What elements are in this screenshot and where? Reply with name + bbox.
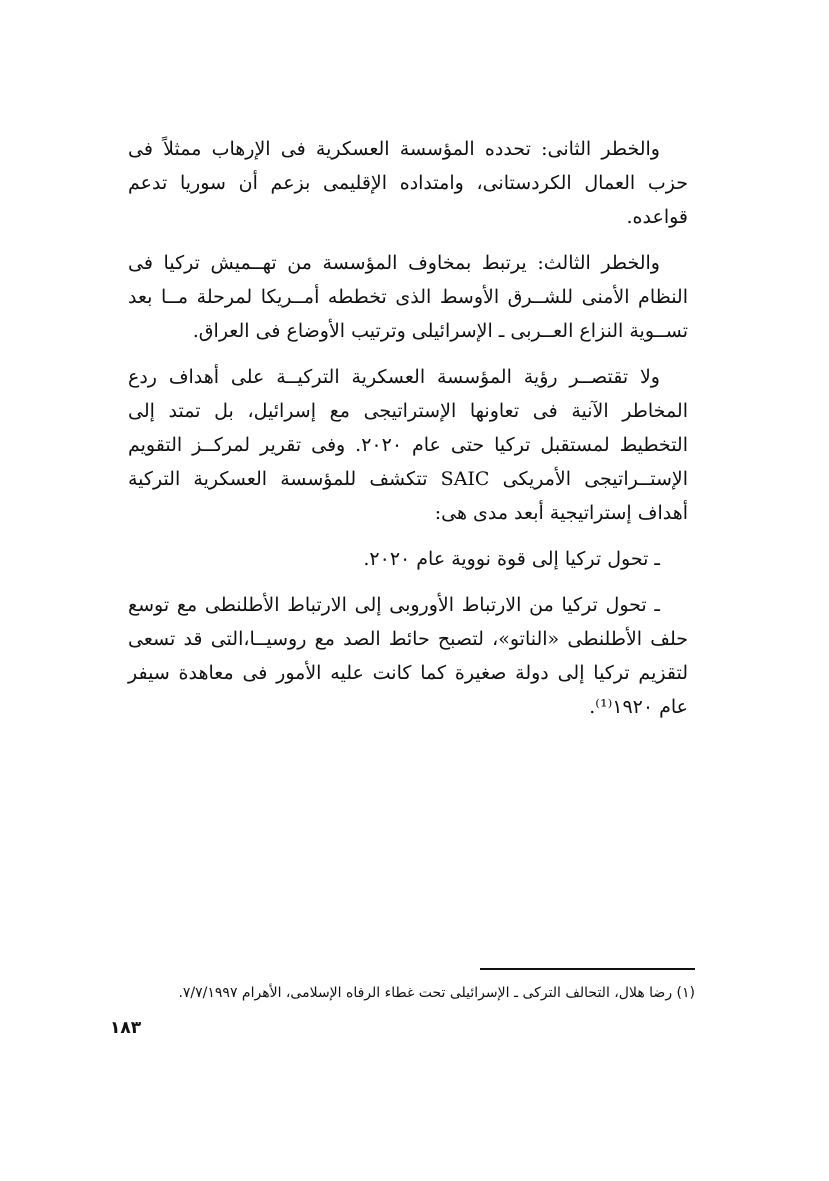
paragraph-strategic-vision: ولا تقتصــر رؤية المؤسسة العسكرية التركيــة على أهداف ردع المخاطر الآنية فى تعاونها الإستراتيجى مع إسرائيل، بل تمتد إلى التخطيط لمستقبل تركيا حتى عام ٢٠٢٠. وفى تقرير لمركــز التقويم الإستــراتيجى الأمريكى SAIC تتكشف للمؤسسة العسكرية التركية أهداف إستراتيجية أبعد مدى هى: <box>128 366 689 524</box>
paragraph-second-threat: والخطر الثانى: تحدده المؤسسة العسكرية فى الإرهاب ممثلاً فى حزب العمال الكردستانى، وامتداده الإقليمى بزعم أن سوريا تدعم قواعده. <box>128 138 688 228</box>
footnote: (١) رضا هلال، التحالف التركى ـ الإسرائيلى تحت غطاء الرفاه الإسلامى، الأهرام ٧/٧/١٩٩٧. <box>178 985 695 1001</box>
footnote-separator <box>480 968 695 970</box>
bullet-atlantic-shift: ـ تحول تركيا من الارتباط الأوروبى إلى الارتباط الأطلنطى مع توسع حلف الأطلنطى «الناتو»، لتصبح حائط الصد مع روسيــا،التى قد تسعى لتقزيم تركيا إلى دولة صغيرة كما كانت عليه الأمور فى معاهدة سيفر عام ١٩٢٠⁽¹⁾. <box>128 594 688 718</box>
paragraph-third-threat: والخطر الثالث: يرتبط بمخاوف المؤسسة من تهــميش تركيا فى النظام الأمنى للشــرق الأوسط الذى تخططه أمــريكا لمرحلة مــا بعد تســوية النزاع العــربى ـ الإسرائيلى وترتيب الأوضاع فى العراق. <box>128 252 688 342</box>
page-number: ١٨٣ <box>110 1018 142 1038</box>
main-text <box>128 132 688 736</box>
bullet-nuclear-power: ـ تحول تركيا إلى قوة نووية عام ٢٠٢٠. <box>363 548 660 570</box>
